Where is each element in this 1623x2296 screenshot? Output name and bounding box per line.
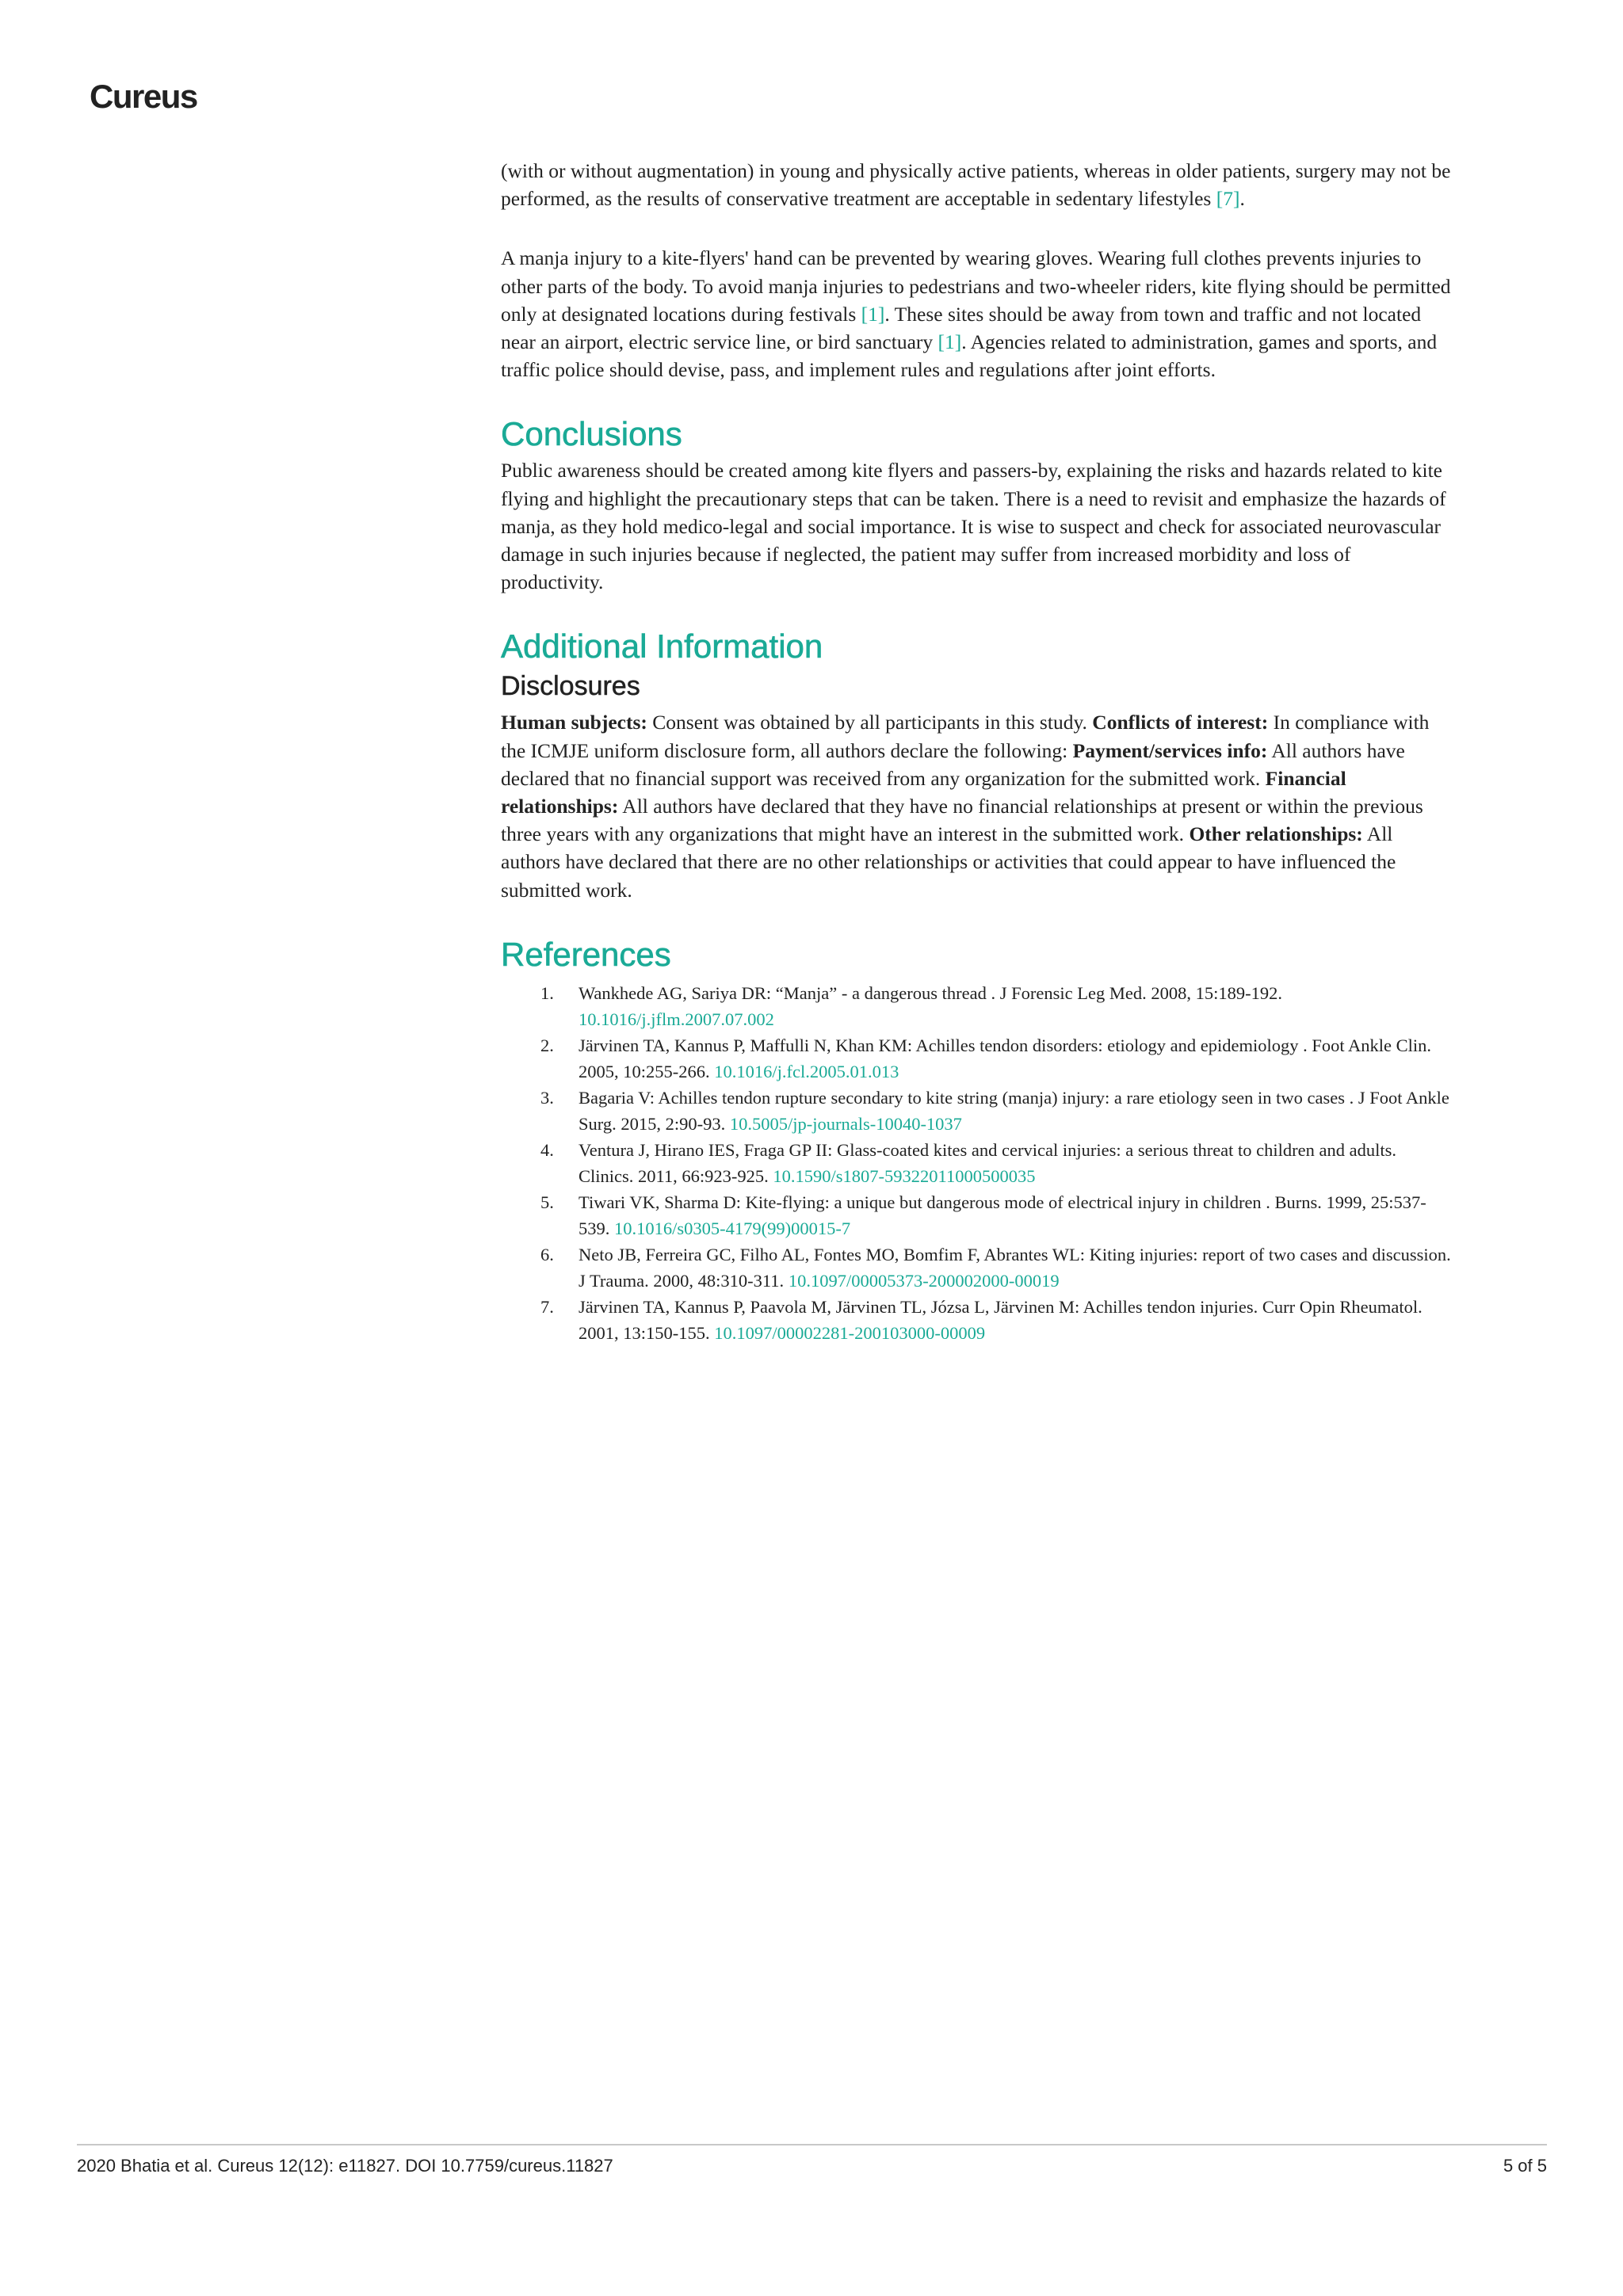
doi-link[interactable]: 10.1097/00005373-200002000-00019 (788, 1270, 1060, 1291)
references-heading: References (501, 935, 671, 973)
reference-item: 2. Järvinen TA, Kannus P, Maffulli N, Khan KM: Achilles tendon disorders: etiology and epidemiology . Foot Ankle Clin. 2005, 10:255-266. 10.1016/j.fcl.2005.01.013 (540, 1035, 1432, 1081)
human-subjects-label: Human subjects: (501, 711, 647, 734)
doi-link[interactable]: 10.1016/j.jflm.2007.07.002 (579, 1009, 774, 1029)
reference-item: 4. Ventura J, Hirano IES, Fraga GP II: Glass-coated kites and cervical injuries: a serious threat to children and adults. Clinics. 2011, 66:923-925. 10.1590/s1807-59322011000500035 (540, 1139, 1396, 1186)
doi-link[interactable]: 10.5005/jp-journals-10040-1037 (729, 1113, 962, 1134)
disclosures-heading: Disclosures (501, 671, 640, 702)
conclusions-heading: Conclusions (501, 415, 682, 453)
payment-label: Payment/services info: (1072, 738, 1268, 762)
reference-item: 5. Tiwari VK, Sharma D: Kite-flying: a unique but dangerous mode of electrical injury in children . Burns. 1999, 25:537-539. 10.1016/s0305-4179(99)00015-7 (540, 1192, 1426, 1238)
reference-item: 1. Wankhede AG, Sariya DR: “Manja” - a dangerous thread . J Forensic Leg Med. 2008, 15:189-192. 10.1016/j.jflm.2007.07.002 (540, 982, 1282, 1029)
page-number: 5 of 5 (1503, 2156, 1547, 2176)
journal-logo: Cureus (90, 78, 197, 115)
doi-link[interactable]: 10.1016/s0305-4179(99)00015-7 (614, 1218, 851, 1238)
reference-item: 3. Bagaria V: Achilles tendon rupture secondary to kite string (manja) injury: a rare etiology seen in two cases . J Foot Ankle Surg. 2015, 2:90-93. 10.5005/jp-journals-10040-1037 (540, 1087, 1449, 1134)
financial-label: Financial relationships: (501, 766, 1346, 818)
conclusions-text: Public awareness should be created among kite flyers and passers-by, explaining the risks and hazards related to kite flying and highlight the precautionary steps that can be taken. There is a need to revisit and emphasize the hazards of manja, as they hold medico-legal and social importance. It is wise to suspect and check for associated neurovascular damage in such injuries because if neglected, the patient may suffer from increased morbidity and loss of productivity. (501, 459, 1446, 594)
citation-link[interactable]: [7] (1216, 187, 1240, 211)
footer-divider (77, 2144, 1547, 2145)
footer-citation: 2020 Bhatia et al. Cureus 12(12): e11827. DOI 10.7759/cureus.11827 (77, 2156, 613, 2176)
doi-link[interactable]: 10.1097/00002281-200103000-00009 (714, 1322, 986, 1343)
paragraph-treatment: (with or without augmentation) in young and physically active patients, whereas in older patients, surgery may not be performed, as the results of conservative treatment are acceptable in sedentary lifestyles [7]. (501, 159, 1451, 211)
citation-link[interactable]: [1] (861, 302, 885, 326)
citation-link[interactable]: [1] (938, 330, 962, 354)
article-body (501, 157, 1452, 1346)
conflicts-label: Conflicts of interest: (1092, 711, 1269, 734)
doi-link[interactable]: 10.1016/j.fcl.2005.01.013 (714, 1061, 899, 1081)
paragraph-prevention: A manja injury to a kite-flyers' hand can be prevented by wearing gloves. Wearing full clothes prevents injuries to other parts of the body. To avoid manja injuries to pedestrians and two-wheeler riders, kite flying should be permitted only at designated locations during festivals [1]. These sites should be away from town and traffic and not located near an airport, electric service line, or bird sanctuary [1]. Agencies related to administration, games and sports, and traffic police should devise, pass, and implement rules and regulations after joint efforts. (501, 246, 1451, 382)
reference-item: 7. Järvinen TA, Kannus P, Paavola M, Järvinen TL, Józsa L, Järvinen M: Achilles tendon injuries. Curr Opin Rheumatol. 2001, 13:150-155. 10.1097/00002281-200103000-00009 (540, 1296, 1423, 1343)
doi-link[interactable]: 10.1590/s1807-59322011000500035 (773, 1165, 1036, 1186)
reference-list (540, 980, 1452, 1346)
reference-item: 6. Neto JB, Ferreira GC, Filho AL, Fontes MO, Bomfim F, Abrantes WL: Kiting injuries: report of two cases and discussion. J Trauma. 2000, 48:310-311. 10.1097/00005373-200002000-00019 (540, 1244, 1451, 1291)
additional-information-heading: Additional Information (501, 627, 823, 666)
other-relationships-label: Other relationships: (1189, 822, 1363, 846)
disclosures-text: Human subjects: Consent was obtained by all participants in this study. Conflicts of interest: In compliance with the ICMJE uniform disclosure form, all authors declare the following: Payment/services info: All authors have declared that no financial support was received from any organization for the submitted work. Financial relationships: All authors have declared that they have no financial relationships at present or within the previous three years with any organizations that might have an interest in the submitted work. Other relationships: All authors have declared that there are no other relationships or activities that could appear to have influenced the submitted work. (501, 711, 1430, 902)
